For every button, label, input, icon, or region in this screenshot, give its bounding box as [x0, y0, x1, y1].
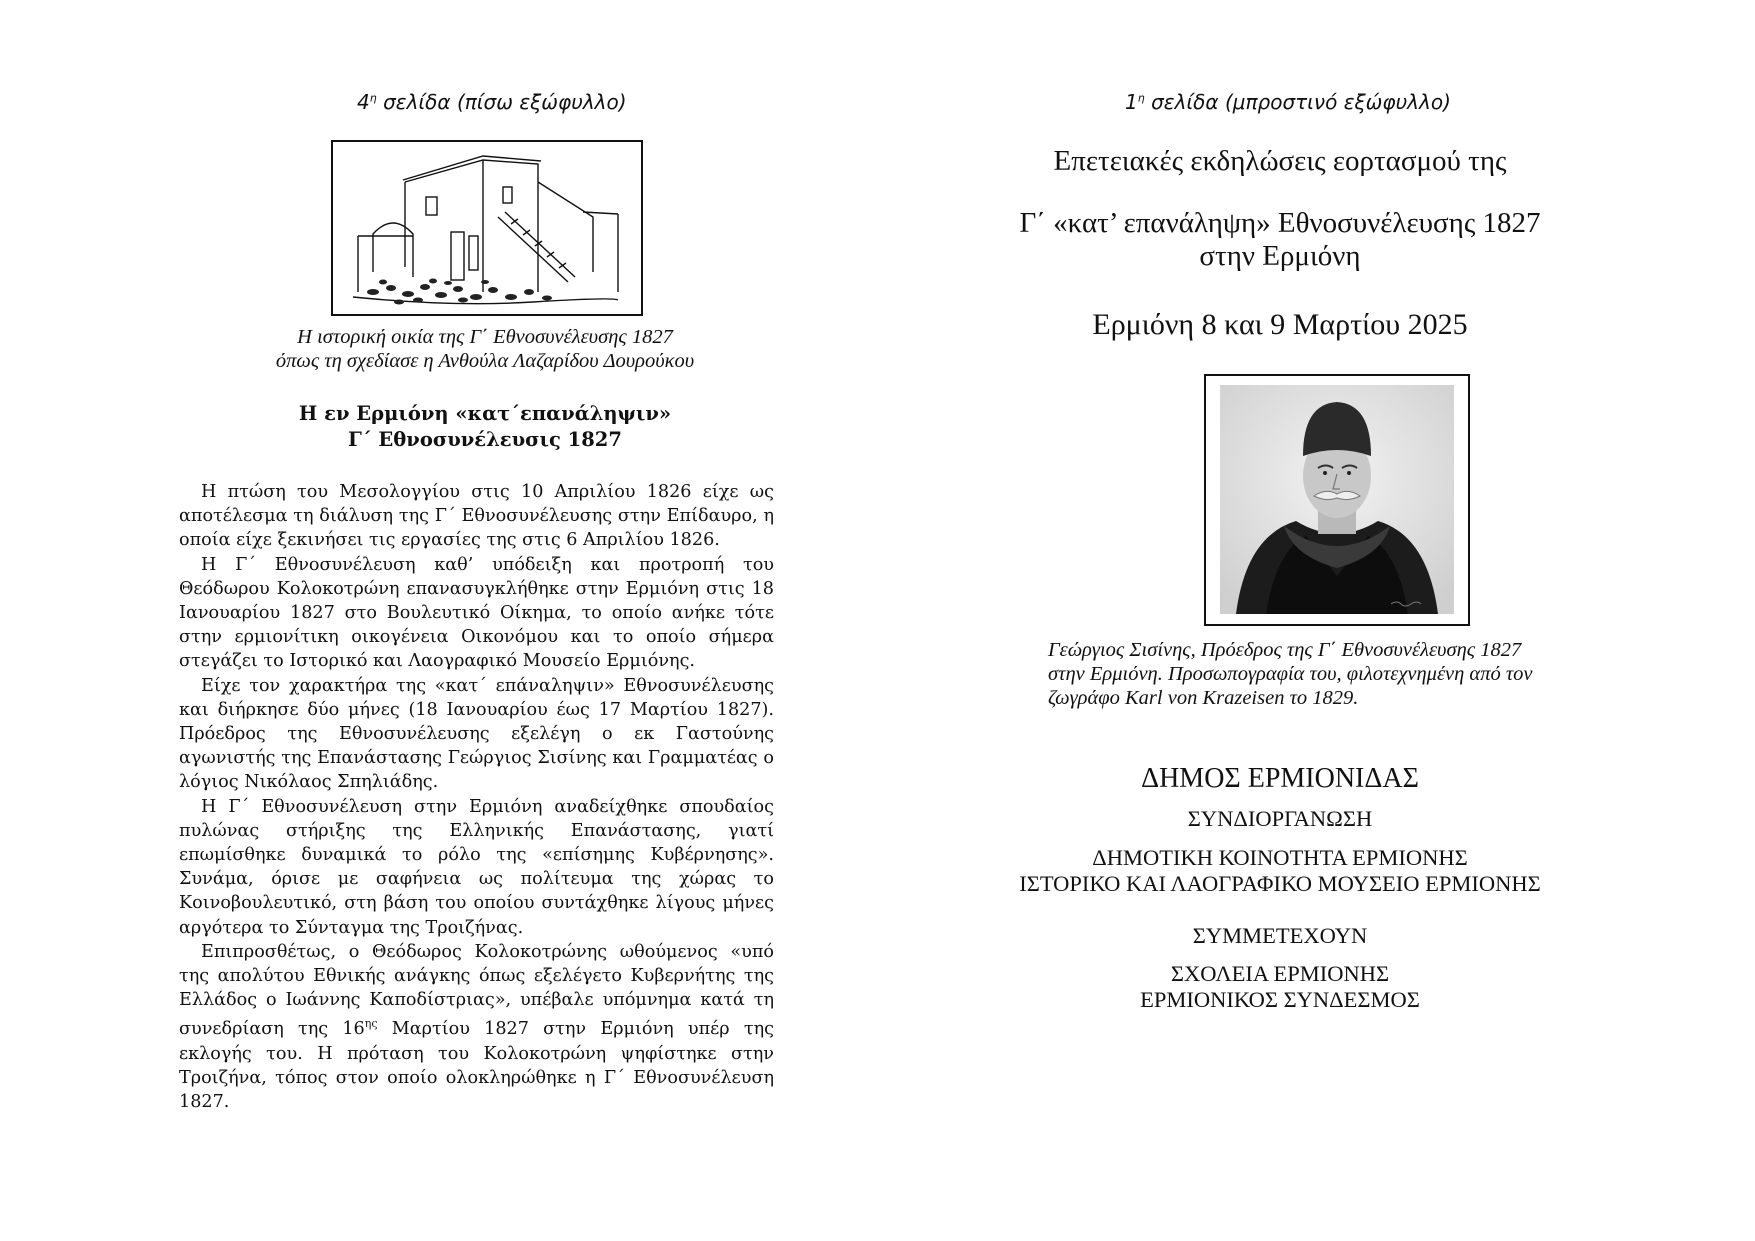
- participants-list: [1000, 961, 1560, 1013]
- portrait-caption: Γεώργιος Σισίνης, Πρόεδρος της Γ΄ Εθνοσυνέλευσης 1827 στην Ερμιόνη. Προσωπογραφία του, φιλοτεχνημένη από τον ζωγράφο Karl von Krazeisen το 1829.: [1048, 639, 1533, 709]
- coorganizers-list: [1000, 845, 1560, 897]
- municipality-name: ΔΗΜΟΣ ΕΡΜΙΟΝΙΔΑΣ: [1141, 763, 1419, 794]
- event-date: Ερμιόνη 8 και 9 Μαρτίου 2025: [1092, 308, 1468, 341]
- portrait-frame: [1204, 374, 1470, 626]
- historic-house-sketch: [333, 142, 641, 314]
- event-title-line-1: Επετειακές εκδηλώσεις εορτασμού της: [1053, 145, 1507, 177]
- paragraph: Είχε τον χαρακτήρα της «κατ΄ επάναληψιν» Εθνοσυνέλευσης και διήρκησε δύο μήνες (18 Ιανουαρίου έως 17 Μαρτίου 1827). Πρόεδρος της Εθνοσυνέλευσης εξελέγη ο εκ Γαστούνης αγωνιστής της Επανάστασης Γεώργιος Σισίνης και Γραμματέας ο λόγιος Νικόλαος Σπηλιάδης.: [179, 675, 774, 793]
- back-page-label: $4^\eta$ σελίδα (πίσω εξώφυλλο): [357, 90, 627, 114]
- article-body: [179, 480, 774, 1114]
- house-sketch-frame: [331, 140, 643, 316]
- front-page-label: $1^\eta$ σελίδα (μπροστινό εξώφυλλο): [1125, 90, 1451, 114]
- paragraph: Επιπροσθέτως, ο Θεόδωρος Κολοκοτρώνης ωθούμενος «υπό της απολύτου Εθνικής ανάγκης όπως εξελέγετο Κυβερνήτης της Ελλάδος ο Ιωάννης Καποδίστριας», υπέβαλε υπόμνημα κατά τη συνεδρίαση της $16^{\eta\varsigma}$ Μαρτίου 1827 στην Ερμιόνη υπέρ της εκλογής του. Η πρόταση του Κολοκοτρώνη ψηφίστηκε στην Τροιζήνα, τόπος στον οποίο ολοκληρώθηκε η Γ΄ Εθνοσυνέλευση 1827.: [179, 941, 774, 1112]
- coorganizer-item: ΔΗΜΟΤΙΚΗ ΚΟΙΝΟΤΗΤΑ ΕΡΜΙΟΝΗΣ: [1092, 845, 1468, 870]
- paragraph: Η Γ΄ Εθνοσυνέλευση καθ’ υπόδειξη και προτροπή του Θεόδωρου Κολοκοτρώνη επανασυγκλήθηκε στην Ερμιόνη στις 18 Ιανουαρίου 1827 στο Βουλευτικό Οίκημα, το οποίο ανήκε τότε στην ερμιονίτικη οικογένεια Οικονόμου και το οποίο σήμερα στεγάζει το Ιστορικό και Λαογραφικό Μουσείο Ερμιόνης.: [179, 554, 774, 672]
- coorganizers-label: ΣΥΝΔΙΟΡΓΑΝΩΣΗ: [1187, 806, 1373, 831]
- participant-item: ΣΧΟΛΕΙΑ ΕΡΜΙΟΝΗΣ: [1170, 961, 1390, 986]
- article-heading: Η εν Ερμιόνη «κατ΄επανάληψιν» Γ΄ Εθνοσυνέλευσις 1827: [298, 402, 672, 451]
- coorganizer-item: ΙΣΤΟΡΙΚΟ ΚΑΙ ΛΑΟΓΡΑΦΙΚΟ ΜΟΥΣΕΙΟ ΕΡΜΙΟΝΗΣ: [1019, 871, 1541, 896]
- participants-label: ΣΥΜΜΕΤΕΧΟΥΝ: [1192, 923, 1368, 948]
- paragraph: Η Γ΄ Εθνοσυνέλευση στην Ερμιόνη αναδείχθηκε σπουδαίος πυλώνας στήριξης της Ελληνικής Επανάστασης, γιατί επωμίσθηκε δυναμικά το ρόλο της «επίσημης Κυβέρνησης». Συνάμα, όρισε με σαφήνεια ως πολίτευμα της χώρας το Κοινοβουλευτικό, στη βάση του οποίου συντάχθηκε λίγους μήνες αργότερα το Σύνταγμα της Τροιζήνας.: [179, 796, 774, 938]
- sisinis-portrait: [1206, 376, 1468, 624]
- participant-item: ΕΡΜΙΟΝΙΚΟΣ ΣΥΝΔΕΣΜΟΣ: [1140, 987, 1420, 1012]
- paragraph: Η πτώση του Μεσολογγίου στις 10 Απριλίου 1826 είχε ως αποτέλεσμα τη διάλυση της Γ΄ Εθνοσυνέλευσης στην Επίδαυρο, η οποία είχε ξεκινήσει τις εργασίες της στις 6 Απριλίου 1826.: [179, 482, 774, 551]
- event-title-line-3: στην Ερμιόνη: [1199, 240, 1361, 272]
- house-caption: Η ιστορική οικία της Γ΄ Εθνοσυνέλευσης 1827 όπως τη σχεδίασε η Ανθούλα Λαζαρίδου Δουρούκου: [275, 326, 695, 372]
- event-title-line-2: Γ΄ «κατ’ επανάληψη» Εθνοσυνέλευσης 1827: [1019, 207, 1541, 239]
